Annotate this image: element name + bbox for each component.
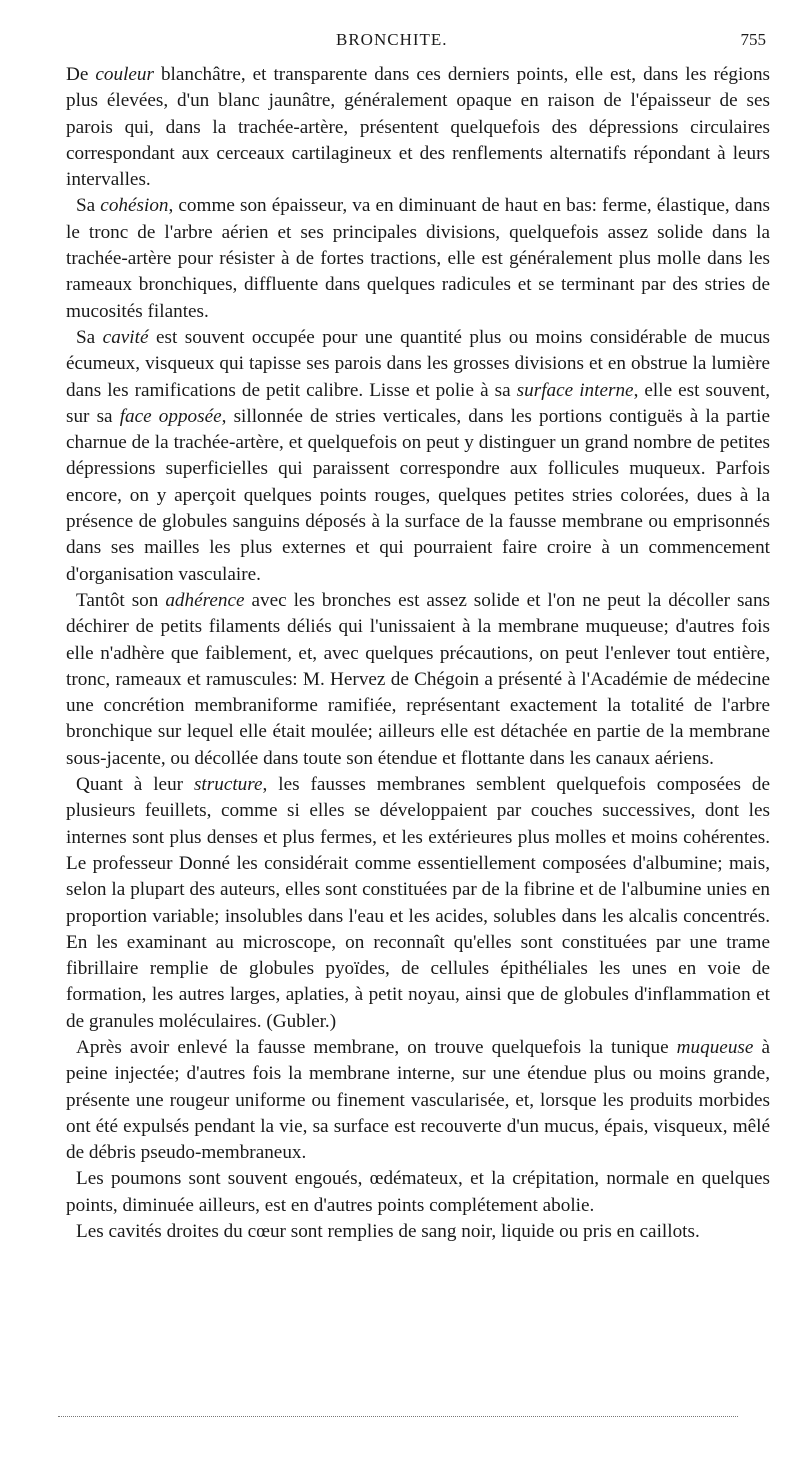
text-run: Quant à leur: [76, 774, 194, 796]
italic-term: cohésion: [100, 195, 169, 217]
paragraph-adherence: [66, 588, 770, 772]
text-run: , elle est souvent, sur sa: [66, 379, 770, 427]
text-run: Les cavités droites du cœur sont remplies de sang noir, liquide ou pris en caillots.: [76, 1221, 700, 1243]
footer-dotted-rule: [58, 1416, 738, 1417]
text-run: à peine injectée; d'autres fois la membrane interne, sur une étendue plus ou moins grande, présente une rougeur uniforme ou finement vascularisée, et, lorsque les produits morbides ont été expulsés pendant la vie, sa surface est recouverte d'un mucus, épais, visqueux, mêlé de débris pseudo-membraneux.: [66, 1036, 770, 1164]
text-run: Les poumons sont souvent engoués, œdémateux, et la crépitation, normale en quelques points, diminuée ailleurs, est en d'autres points complétement abolie.: [66, 1168, 770, 1216]
paragraph-coeur: [66, 1219, 770, 1245]
body-text: [66, 62, 770, 1245]
text-run: , les fausses membranes semblent quelquefois composées de plusieurs feuillets, comme si elles se développaient par couches successives, dont les internes sont plus denses et plus fermes, et les extérieures plus molles et moins cohérentes. Le professeur Donné les considérait comme essentiellement composées d'albumine; mais, selon la plupart des auteurs, elles sont constituées par de la fibrine et de l'albumine unies en proportion variable; insolubles dans l'eau et les acides, solubles dans les alcalis concentrés. En les examinant au microscope, on reconnaît qu'elles sont constituées par une trame fibrillaire remplie de globules pyoïdes, de cellules épithéliales les unes en voie de formation, les autres larges, aplaties, à petit noyau, ainsi que de globules d'inflammation et de granules moléculaires. (Gubler.): [66, 774, 770, 1032]
text-run: est souvent occupée pour une quantité plus ou moins considérable de mucus écumeux, visqueux qui tapisse ses parois dans les grosses divisions et en obstrue la lumière dans les ramifications de petit calibre. Lisse et polie à sa: [66, 326, 771, 401]
italic-term: muqueuse: [676, 1036, 754, 1058]
italic-term: couleur: [95, 64, 154, 85]
italic-term: cavité: [102, 326, 149, 348]
paragraph-cavite: [66, 325, 770, 588]
text-run: Sa: [76, 326, 103, 348]
paragraph-structure: [66, 772, 770, 1035]
page-header: [66, 30, 766, 56]
running-head: BRONCHITE.: [336, 30, 448, 49]
text-run: , comme son épaisseur, va en diminuant de haut en bas: ferme, élastique, dans le tronc de l'arbre aérien et ses principales divisions, quelquefois assez solide dans la trachée-artère pour résister à de fortes tractions, elle est généralement plus molle dans les rameaux bronchiques, diffluente dans quelques radicules et se terminant par des stries de mucosités filantes.: [66, 195, 770, 322]
text-run: Après avoir enlevé la fausse membrane, on trouve quelquefois la tunique: [76, 1036, 677, 1058]
paragraph-couleur: [66, 62, 770, 193]
paragraph-muqueuse: [66, 1035, 770, 1166]
text-run: blanchâtre, et transparente dans ces derniers points, elle est, dans les régions plus élevées, d'un blanc jaunâtre, généralement opaque en raison de l'épaisseur de ses parois qui, dans la trachée-artère, présentent quelquefois des dépressions circulaires correspondant aux cerceaux cartilagineux et des renflements alternatifs répondant à leurs intervalles.: [66, 64, 771, 191]
paragraph-poumons: [66, 1166, 770, 1219]
italic-term: surface interne: [516, 379, 634, 401]
italic-term: adhérence: [165, 589, 245, 611]
text-run: , sillonnée de stries verticales, dans les portions contiguës à la partie charnue de la trachée-artère, et quelquefois on peut y distinguer un grand nombre de petites dépressions superficielles qui paraissent correspondre aux follicules muqueux. Parfois encore, on y aperçoit quelques points rouges, quelques petites stries colorées, dues à la présence de globules sanguins déposés à la surface de la fausse membrane ou emprisonnés dans ses mailles les plus externes et qui pourraient faire croire à un commencement d'organisation vasculaire.: [66, 405, 770, 585]
paragraph-cohesion: [66, 193, 770, 324]
text-run: Tantôt son: [76, 589, 166, 611]
text-run: Sa: [76, 195, 101, 217]
italic-term: face opposée: [119, 405, 222, 427]
text-run: De: [66, 64, 96, 85]
italic-term: structure: [193, 774, 263, 796]
page-number: 755: [740, 30, 766, 49]
text-run: avec les bronches est assez solide et l'on ne peut la décoller sans déchirer de petits filaments déliés qui l'unissaient à la membrane muqueuse; d'autres fois elle n'adhère que faiblement, et, avec quelques précautions, on peut l'enlever tout entière, tronc, rameaux et ramuscules: M. Hervez de Chégoin a présenté à l'Académie de médecine une concrétion membraniforme ramifiée, représentant exactement la totalité de l'arbre bronchique sur lequel elle était moulée; ailleurs elle est détachée en partie de la membrane sous-jacente, ou décollée dans toute son étendue et flottante dans les canaux aériens.: [66, 589, 771, 769]
